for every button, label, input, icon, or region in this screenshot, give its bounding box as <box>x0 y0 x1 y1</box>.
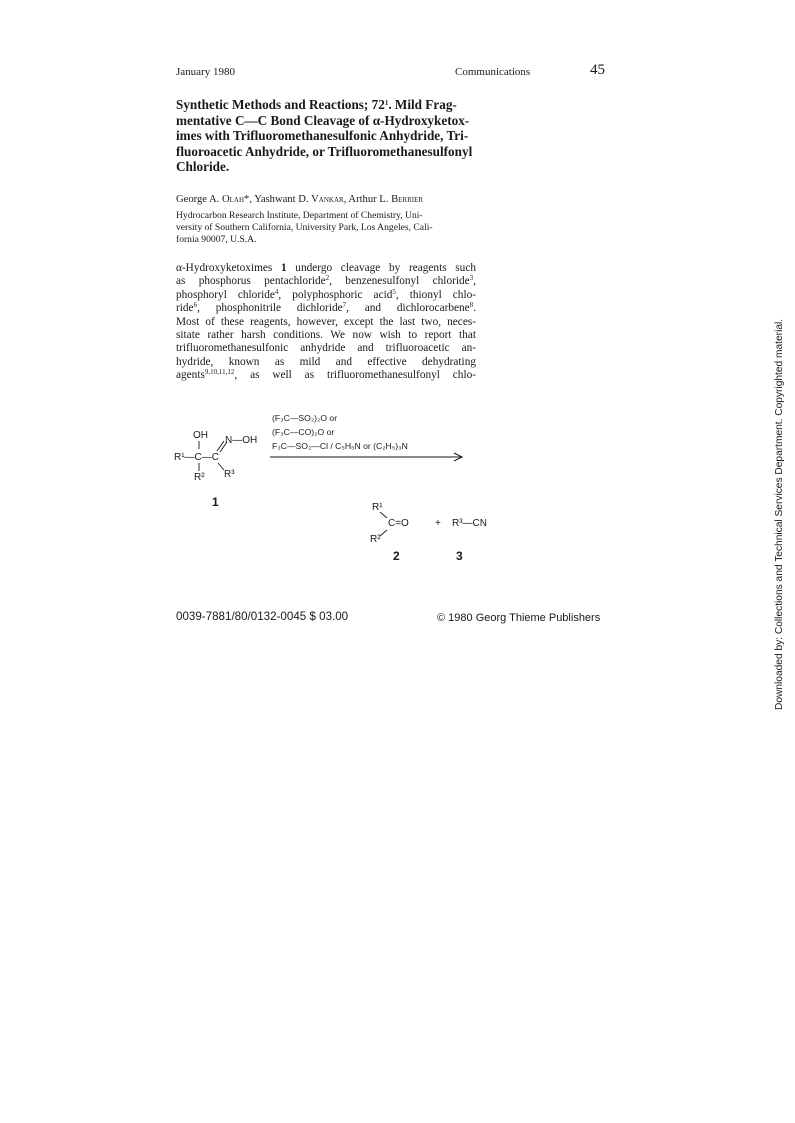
nitrile-label: R³—CN <box>452 518 487 529</box>
plus-sign: + <box>435 518 441 529</box>
reagent-label-2: (F₃C—CO)₂O or <box>272 427 335 437</box>
product-r1: R¹ <box>372 502 383 513</box>
reagent-label-3: F₃C—SO₂—Cl / C₅H₅N or (C₂H₅)₃N <box>272 441 408 451</box>
carbonyl-label: C=O <box>388 518 409 529</box>
bond-r2-c <box>380 530 387 536</box>
body-text <box>176 262 476 383</box>
title-line-1: Synthetic Methods and Reactions; $72^1$. Mild Frag- <box>176 97 457 112</box>
compound-label-3: 3 <box>456 549 463 563</box>
body-line: hydride, known as mild and effective dehydrating <box>176 355 476 368</box>
title-line-4: fluoroacetic Anhydride, or Trifluoromethanesulfonyl <box>176 143 473 159</box>
page-number: 45 <box>590 62 605 78</box>
title-line-5: Chloride. <box>176 159 230 175</box>
hydroxyl-label: OH <box>193 430 208 441</box>
substituent-r3: R³ <box>224 469 235 480</box>
download-watermark: Downloaded by: Collections and Technical Services Department. Copyrighted material. <box>774 318 785 710</box>
body-line: phosphoryl chloride$^4$, polyphosphoric acid$^5$, thionyl chlo- <box>176 287 476 301</box>
article-title <box>176 97 486 175</box>
substrate-chain-label: R¹—C—C <box>174 452 219 463</box>
reagent-label-1: (F₃C—SO₂)₂O or <box>272 413 338 423</box>
compound-label-2: 2 <box>393 549 400 563</box>
compound-label-1: 1 <box>212 495 219 509</box>
reaction-scheme <box>170 408 500 578</box>
bond-r1-c <box>380 512 387 518</box>
oxime-label: N—OH <box>225 435 258 446</box>
body-line: agents$^{9,10,11,12}$, as well as trifluoromethanesulfonyl chlo- <box>176 368 476 382</box>
body-line: Most of these reagents, however, except the last two, neces- <box>176 315 476 328</box>
body-line: sitate rather harsh conditions. We now wish to report that <box>176 329 476 342</box>
body-line: α-Hydroxyketoximes 1 undergo cleavage by reagents such <box>176 262 476 274</box>
bond-c-n-a <box>217 441 224 451</box>
body-line: as phosphorus pentachloride$^2$, benzenesulfonyl chloride$^3$, <box>176 274 476 288</box>
substituent-r2: R² <box>194 472 205 483</box>
title-line-3: imes with Trifluoromethanesulfonic Anhydride, Tri- <box>176 128 469 144</box>
title-line-2: mentative C—C Bond Cleavage of α-Hydroxyketox- <box>176 112 470 128</box>
body-line: trifluoromethanesulfonic anhydride and trifluoroacetic an- <box>176 342 476 355</box>
running-header-date: January 1980 <box>176 66 235 78</box>
article-code: 0039-7881/80/0132-0045 $ 03.00 <box>176 610 349 623</box>
body-line: ride$^6$, phosphonitrile dichloride$^7$, and dichlorocarbene$^8$. <box>176 301 476 315</box>
running-header-section: Communications <box>455 66 531 78</box>
product-r2: R² <box>370 534 381 545</box>
author-list: George A. Olah*, Yashwant D. Vankar, Arthur L. Berrier <box>176 194 424 205</box>
affiliation: Hydrocarbon Research Institute, Department of Chemistry, Uni- versity of Southern California, University Park, Los Angeles, Cali- fornia 90007, U.S.A. <box>176 210 433 246</box>
copyright-notice: © 1980 Georg Thieme Publishers <box>437 612 601 624</box>
